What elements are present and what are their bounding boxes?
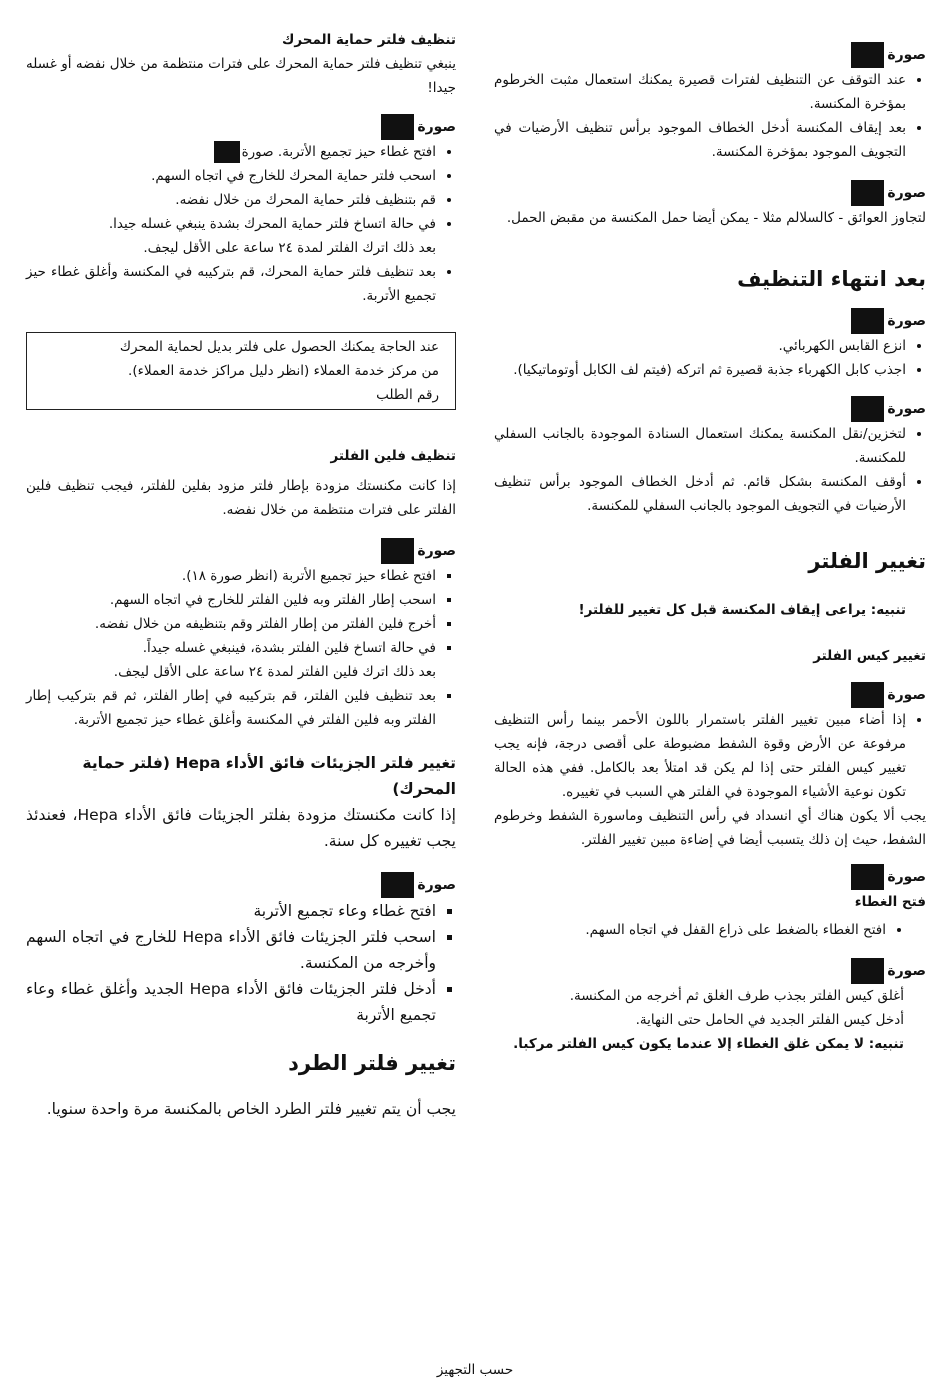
figure-label: صورة xyxy=(494,308,926,334)
bullet-list xyxy=(26,140,456,308)
paragraph: إذا كانت مكنستك مزودة بإطار فلتر مزود بفلين للفلتر، فيجب تنظيف فلين الفلتر على فترات منتظمة من خلال نفضه. xyxy=(26,478,456,518)
list-item: ▪ أخرج فلين الفلتر من إطار الفلتر وقم بتنظيفه من خلال نفضه. xyxy=(26,612,436,636)
paragraph: أغلق كيس الفلتر بجذب طرف الغلق ثم أخرجه من المكنسة. xyxy=(569,988,904,1004)
section-heading: تغيير فلتر الطرد xyxy=(288,1051,456,1075)
subsection-heading: تغيير فلتر الجزيئات فائق الأداء Hepa (فلتر حماية المحرك) xyxy=(82,754,456,798)
figure-number-box xyxy=(381,114,414,140)
bullet-list xyxy=(494,68,926,164)
list-item: • عند التوقف عن التنظيف لفترات قصيرة يمكنك استعمال مثبت الخرطوم بمؤخرة المكنسة. xyxy=(494,68,906,116)
subsection-heading: تنظيف فلين الفلتر xyxy=(330,448,456,464)
section-heading: تغيير الفلتر xyxy=(808,549,926,573)
page-footer: حسب التجهيز xyxy=(436,1362,514,1378)
list-item: ▪ اسحب إطار الفلتر وبه فلين الفلتر للخارج في اتجاه السهم. xyxy=(26,588,436,612)
list-item: • في حالة اتساخ فلتر حماية المحرك بشدة ينبغي غسله جيدا. بعد ذلك اترك الفلتر لمدة ٢٤ ساعة على الأقل ليجف. xyxy=(26,212,436,260)
figure-number-box xyxy=(851,682,884,708)
list-item: • اسحب فلتر حماية المحرك للخارج في اتجاه السهم. xyxy=(26,164,436,188)
bullet-list xyxy=(494,918,926,942)
figure-number-box xyxy=(851,180,884,206)
list-item: • لتخزين/نقل المكنسة يمكنك استعمال السنادة الموجودة بالجانب السفلي للمكنسة. xyxy=(494,422,906,470)
figure-label: صورة xyxy=(494,864,926,890)
bullet-list xyxy=(494,708,926,804)
figure-number-box xyxy=(851,396,884,422)
bullet-list xyxy=(26,564,456,732)
subsection-heading: تنظيف فلتر حماية المحرك xyxy=(281,32,456,48)
bullet-list xyxy=(494,422,926,518)
figure-number-box xyxy=(851,864,884,890)
figure-label: صورة xyxy=(26,872,456,898)
warning-note: تنبيه: يراعى إيقاف المكنسة قبل كل تغيير للفلتر! xyxy=(578,602,906,618)
list-item: • قم بتنظيف فلتر حماية المحرك من خلال نفضه. xyxy=(26,188,436,212)
list-item: • اجذب كابل الكهرباء جذبة قصيرة ثم اتركه (فيتم لف الكابل أوتوماتيكيا). xyxy=(494,358,906,382)
figure-label: صورة xyxy=(494,42,926,68)
paragraph: رقم الطلب xyxy=(376,387,439,403)
bullet-list xyxy=(26,898,456,1028)
figure-label: صورة xyxy=(26,538,456,564)
list-item: ▪ في حالة اتساخ فلين الفلتر بشدة، فينبغي غسله جيداً. بعد ذلك اترك فلين الفلتر لمدة ٢٤ ساعة على الأقل ليجف. xyxy=(26,636,436,684)
list-item: ▪ أدخل فلتر الجزيئات فائق الأداء Hepa الجديد وأغلق غطاء وعاء تجميع الأتربة xyxy=(26,976,436,1028)
paragraph: أدخل كيس الفلتر الجديد في الحامل حتى النهاية. xyxy=(635,1012,904,1028)
list-item: • افتح غطاء حيز تجميع الأتربة. صورة xyxy=(26,140,436,164)
figure-label: صورة xyxy=(494,396,926,422)
list-item: ▪ اسحب فلتر الجزيئات فائق الأداء Hepa للخارج في اتجاه السهم وأخرجه من المكنسة. xyxy=(26,924,436,976)
list-item: • افتح الغطاء بالضغط على ذراع القفل في اتجاه السهم. xyxy=(494,918,886,942)
paragraph: عند الحاجة يمكنك الحصول على فلتر بديل لحماية المحرك xyxy=(119,339,439,355)
figure-label: صورة xyxy=(26,114,456,140)
list-item: ▪ افتح غطاء حيز تجميع الأتربة (انظر صورة ١٨). xyxy=(26,564,436,588)
list-item: • انزع القابس الكهربائي. xyxy=(494,334,906,358)
instructions-block xyxy=(494,984,926,1056)
left-column xyxy=(26,20,456,1122)
figure-number-box xyxy=(851,308,884,334)
figure-number-box xyxy=(381,538,414,564)
paragraph: إذا كانت مكنستك مزودة بفلتر الجزيئات فائق الأداء Hepa، فعندئذ يجب تغييره كل سنة. xyxy=(26,806,456,850)
figure-label: صورة xyxy=(494,958,926,984)
list-item: • بعد تنظيف فلتر حماية المحرك، قم بتركيبه في المكنسة وأغلق غطاء حيز تجميع الأتربة. xyxy=(26,260,436,308)
list-item: • بعد إيقاف المكنسة أدخل الخطاف الموجود برأس تنظيف الأرضيات في التجويف الموجود بمؤخرة المكنسة. xyxy=(494,116,906,164)
order-info-box xyxy=(26,332,456,410)
paragraph: لتجاوز العوائق - كالسلالم مثلا - يمكن أيضا حمل المكنسة من مقبض الحمل. xyxy=(506,210,926,226)
list-item: ▪ بعد تنظيف فلين الفلتر، قم بتركيبه في إطار الفلتر، ثم قم بتركيب إطار الفلتر وبه فلين الفلتر في المكنسة وأغلق غطاء حيز تجميع الأتربة. xyxy=(26,684,436,732)
subsection-heading: فتح الغطاء xyxy=(854,894,926,910)
warning-note: تنبيه: لا يمكن غلق الغطاء إلا عندما يكون كيس الفلتر مركبا. xyxy=(513,1036,904,1052)
bullet-list xyxy=(494,334,926,382)
figure-number-box xyxy=(214,141,240,163)
figure-label: صورة xyxy=(494,180,926,206)
paragraph: ينبغي تنظيف فلتر حماية المحرك على فترات منتظمة من خلال نفضه أو غسله جيدا! xyxy=(26,56,456,96)
subsection-heading: تغيير كيس الفلتر xyxy=(813,648,926,664)
paragraph: يجب ألا يكون هناك أي انسداد في رأس التنظيف وماسورة الشفط وخرطوم الشفط، حيث إن ذلك يتسبب أيضا في إضاءة مبين تغيير الفلتر. xyxy=(494,808,926,848)
paragraph: يجب أن يتم تغيير فلتر الطرد الخاص بالمكنسة مرة واحدة سنويا. xyxy=(46,1100,456,1118)
figure-number-box xyxy=(851,958,884,984)
figure-label: صورة xyxy=(494,682,926,708)
list-item: ▪ افتح غطاء وعاء تجميع الأتربة xyxy=(26,898,436,924)
section-heading: بعد انتهاء التنظيف xyxy=(737,267,926,291)
list-item: • أوقف المكنسة بشكل قائم. ثم أدخل الخطاف الموجود برأس تنظيف الأرضيات في التجويف الموجود بالجانب السفلي للمكنسة. xyxy=(494,470,906,518)
right-column xyxy=(494,20,926,1056)
figure-number-box xyxy=(381,872,414,898)
figure-number-box xyxy=(851,42,884,68)
paragraph: من مركز خدمة العملاء (انظر دليل مراكز خدمة العملاء). xyxy=(128,363,439,379)
list-item: • إذا أضاء مبين تغيير الفلتر باستمرار باللون الأحمر بينما رأس التنظيف مرفوعة عن الأرض وقوة الشفط مضبوطة على أقصى درجة، فإنه يجب تغيير كيس الفلتر حتى إذا لم يكن قد امتلأ بعد بالكامل. ففي هذه الحالة تكون نوعية الأشياء الموجودة في الفلتر هي السبب في تغييره. xyxy=(494,708,906,804)
